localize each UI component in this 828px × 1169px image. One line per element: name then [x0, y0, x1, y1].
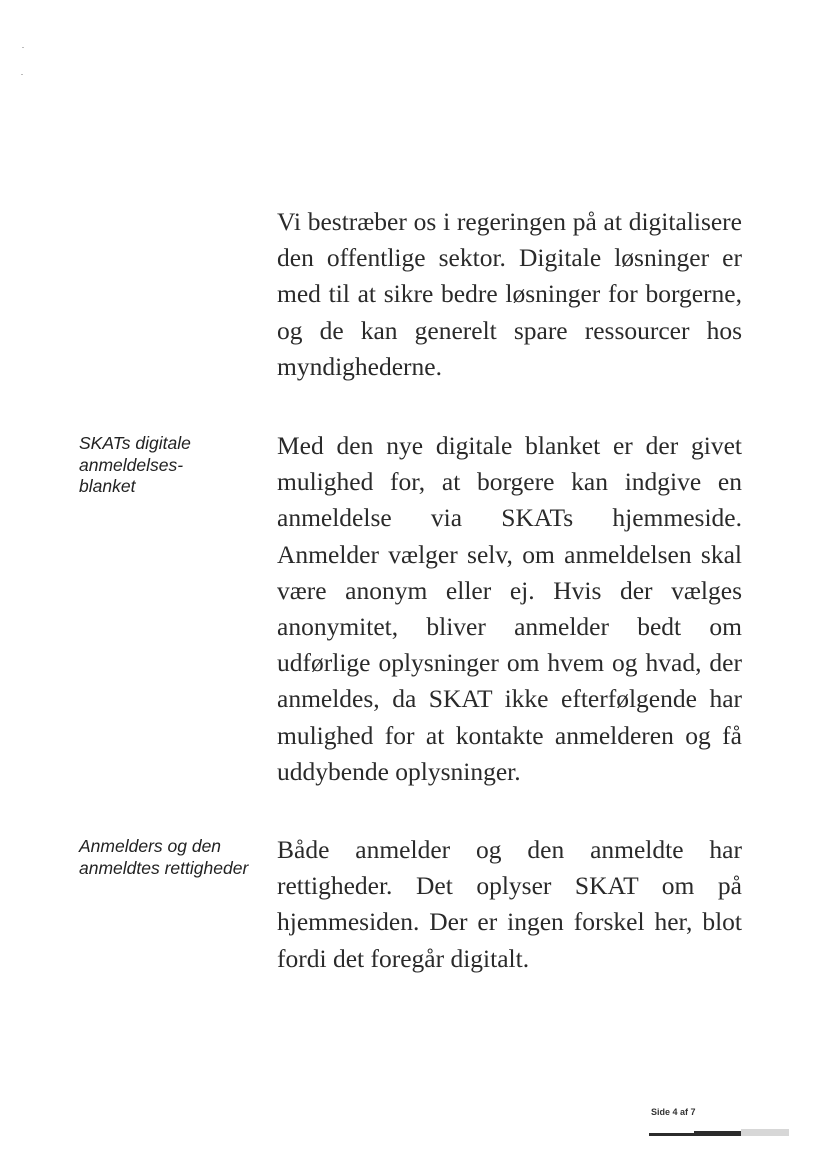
footer-rule-light — [741, 1129, 789, 1136]
scan-speck — [21, 74, 23, 75]
paragraph-rights: Både anmelder og den anmeldte har rettigheder. Det oplyser SKAT om på hjemmesiden. Der er ingen forskel her, blot fordi det foregår digitalt. — [277, 835, 742, 973]
margin-heading-digital-form: SKATs digitale anmeldelses-blanket — [79, 433, 191, 496]
paragraph-digital-form: Med den nye digitale blanket er der givet mulighed for, at borgere kan indgive en anmeldelse via SKATs hjemmeside. Anmelder vælger selv, om anmeldelsen skal være anonym eller ej. Hvis der vælges anonymitet, bliver anmelder bedt om udførlige oplysninger om hvem og hvad, der anmeldes, da SKAT ikke efterfølgende har mulighed for at kontakte anmelderen og få uddybende oplysninger. — [277, 431, 742, 786]
paragraph-digitalization: Vi bestræber os i regeringen på at digitalisere den offentlige sektor. Digitale løsninger er med til at sikre bedre løsninger for borgerne, og de kan generelt spare ressourcer hos myndighederne. — [277, 207, 742, 381]
scan-speck — [22, 47, 24, 48]
page-number: Side 4 af 7 — [651, 1107, 696, 1117]
margin-heading-rights: Anmelders og den anmeldtes rettigheder — [79, 836, 249, 878]
footer-rule-thick — [694, 1131, 741, 1136]
